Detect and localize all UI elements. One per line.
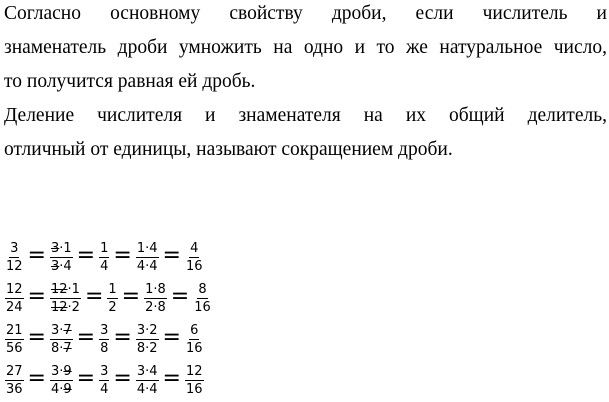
fraction-reduced: $\frac{1}{4}$: [100, 240, 109, 274]
equation-row-2: [4, 276, 213, 320]
fraction-factored-cancelled: $\frac{3\cdot 7}{8\cdot 7}$: [50, 322, 72, 356]
equals-sign: =: [27, 284, 46, 309]
equals-sign: =: [162, 243, 181, 268]
equals-sign: =: [170, 284, 190, 309]
fraction-original: $\frac{3}{12}$: [6, 240, 23, 274]
cancelled-factor: 3: [50, 258, 60, 274]
cancelled-factor: 7: [63, 322, 72, 338]
cancelled-factor: 9: [63, 363, 72, 379]
equals-sign: =: [76, 243, 96, 268]
cancelled-factor: 12: [50, 299, 68, 315]
fraction-reduced: $\frac{3}{8}$: [100, 322, 109, 356]
fraction-factored-cancelled: $\frac{12\cdot 1}{12\cdot 2}$: [50, 281, 80, 315]
equals-sign: =: [113, 366, 132, 391]
text-line: знаменатель дроби умножить на одно и то же натуральное число,: [4, 37, 607, 58]
cancelled-factor: 7: [63, 340, 72, 356]
equals-sign: =: [113, 325, 132, 350]
fraction-multiplied: $\frac{1\cdot 4}{4\cdot 4}$: [136, 240, 158, 274]
equation-row-3: [4, 317, 205, 361]
fraction-reduced: $\frac{3}{4}$: [100, 363, 109, 397]
equals-sign: =: [162, 366, 181, 391]
text-line: то получится равная ей дробь.: [4, 71, 256, 92]
equals-sign: =: [27, 243, 46, 268]
cancelled-factor: 9: [63, 381, 72, 397]
cancelled-factor: 12: [50, 281, 68, 297]
fraction-multiplied: $\frac{1\cdot 8}{2\cdot 8}$: [145, 281, 166, 315]
fraction-original: $\frac{27}{36}$: [6, 363, 23, 397]
fraction-result: $\frac{8}{16}$: [194, 281, 211, 315]
cancelled-factor: 3: [50, 240, 60, 256]
equals-sign: =: [84, 284, 104, 309]
fraction-factored-cancelled: $\frac{3\cdot 1}{3\cdot 4}$: [50, 240, 72, 274]
fraction-result: $\frac{4}{16}$: [185, 240, 203, 274]
paragraph-fraction-property: [4, 0, 607, 99]
fraction-multiplied: $\frac{3\cdot 4}{4\cdot 4}$: [136, 363, 158, 397]
equals-sign: =: [27, 366, 46, 391]
fraction-factored-cancelled: $\frac{3\cdot 9}{4\cdot 9}$: [50, 363, 72, 397]
fraction-result: $\frac{12}{16}$: [185, 363, 203, 397]
text-line: отличный от единицы, называют сокращением дроби.: [4, 139, 453, 160]
equals-sign: =: [113, 243, 132, 268]
fraction-multiplied: $\frac{3\cdot 2}{8\cdot 2}$: [136, 322, 158, 356]
text-line: Деление числителя и знаменателя на их общий делитель,: [4, 105, 607, 126]
fraction-reduced: $\frac{1}{2}$: [108, 281, 117, 315]
text-line: Согласно основному свойству дроби, если числитель и: [4, 3, 607, 24]
fraction-result: $\frac{6}{16}$: [185, 322, 203, 356]
fraction-original: $\frac{12}{24}$: [6, 281, 23, 315]
equals-sign: =: [121, 284, 141, 309]
equals-sign: =: [27, 325, 46, 350]
equals-sign: =: [162, 325, 181, 350]
fraction-original: $\frac{21}{56}$: [6, 322, 23, 356]
equation-row-1: [4, 235, 205, 279]
equals-sign: =: [76, 366, 96, 391]
paragraph-fraction-reduction: [4, 99, 607, 167]
equation-row-4: [4, 358, 205, 402]
equals-sign: =: [76, 325, 96, 350]
